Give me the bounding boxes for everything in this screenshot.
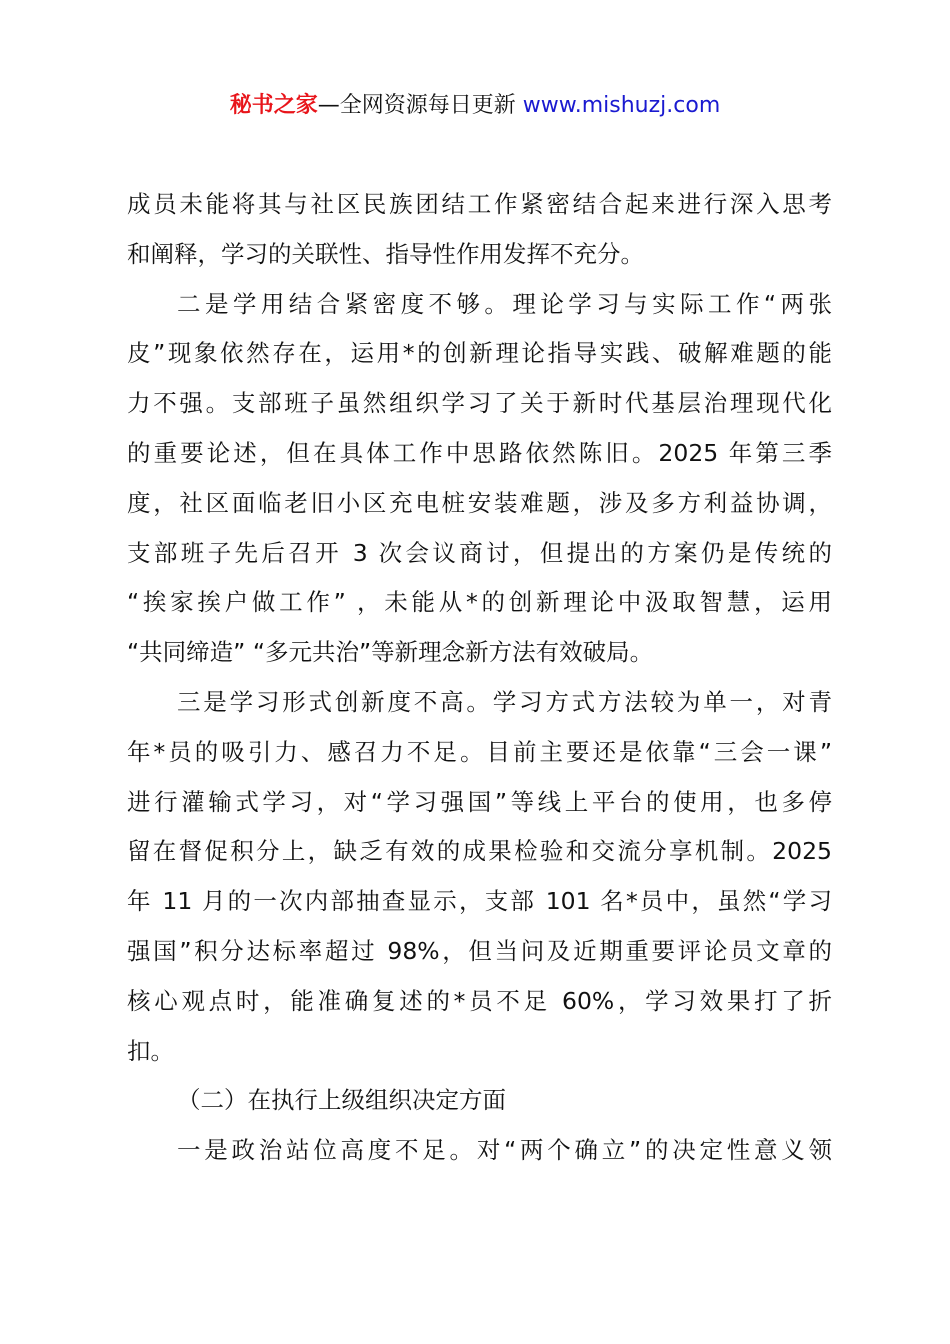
page-header xyxy=(0,88,950,119)
text-line: “共同缔造” “多元共治”等新理念新方法有效破局。 xyxy=(127,638,654,667)
text-line: 扣。 xyxy=(127,1036,174,1065)
header-url-link[interactable]: www.mishuzj.com xyxy=(522,93,721,118)
document-body xyxy=(127,180,832,1176)
text-line: 力不强。支部班子虽然组织学习了关于新时代基层治理现代化 xyxy=(127,389,832,418)
text-line: 进行灌输式学习，对“学习强国”等线上平台的使用，也多停 xyxy=(127,787,832,816)
text-line: 成员未能将其与社区民族团结工作紧密结合起来进行深入思考 xyxy=(127,190,832,218)
text-line: “挨家挨户做工作” ，未能从*的创新理论中汲取智慧，运用 xyxy=(127,588,832,617)
text-line: 核心观点时，能准确复述的*员不足 60%，学习效果打了折 xyxy=(127,986,832,1015)
paragraph-start-line: 二是学用结合紧密度不够。理论学习与实际工作“两张 xyxy=(177,289,832,318)
header-slogan: —全网资源每日更新 xyxy=(317,93,523,118)
text-line: 支部班子先后召开 3 次会议商讨，但提出的方案仍是传统的 xyxy=(127,538,832,567)
text-line: 留在督促积分上，缺乏有效的成果检验和交流分享机制。2025 xyxy=(127,837,832,866)
paragraph-start-line: 一是政治站位高度不足。对“两个确立”的决定性意义领 xyxy=(177,1136,832,1165)
text-line: 皮”现象依然存在，运用*的创新理论指导实践、破解难题的能 xyxy=(127,339,832,368)
paragraph-start-line: 三是学习形式创新度不高。学习方式方法较为单一，对青 xyxy=(177,687,832,716)
section-heading: （二）在执行上级组织决定方面 xyxy=(177,1086,506,1115)
text-line: 的重要论述，但在具体工作中思路依然陈旧。2025 年第三季 xyxy=(127,438,832,467)
text-line: 度，社区面临老旧小区充电桩安装难题，涉及多方利益协调， xyxy=(127,488,832,517)
text-line: 年 11 月的一次内部抽查显示，支部 101 名*员中，虽然“学习 xyxy=(127,887,832,916)
text-line: 和阐释，学习的关联性、指导性作用发挥不充分。 xyxy=(127,239,644,268)
text-line: 年*员的吸引力、感召力不足。目前主要还是依靠“三会一课” xyxy=(127,737,832,766)
header-brand: 秘书之家 xyxy=(229,93,318,118)
text-line: 强国”积分达标率超过 98%，但当问及近期重要评论员文章的 xyxy=(127,936,832,965)
